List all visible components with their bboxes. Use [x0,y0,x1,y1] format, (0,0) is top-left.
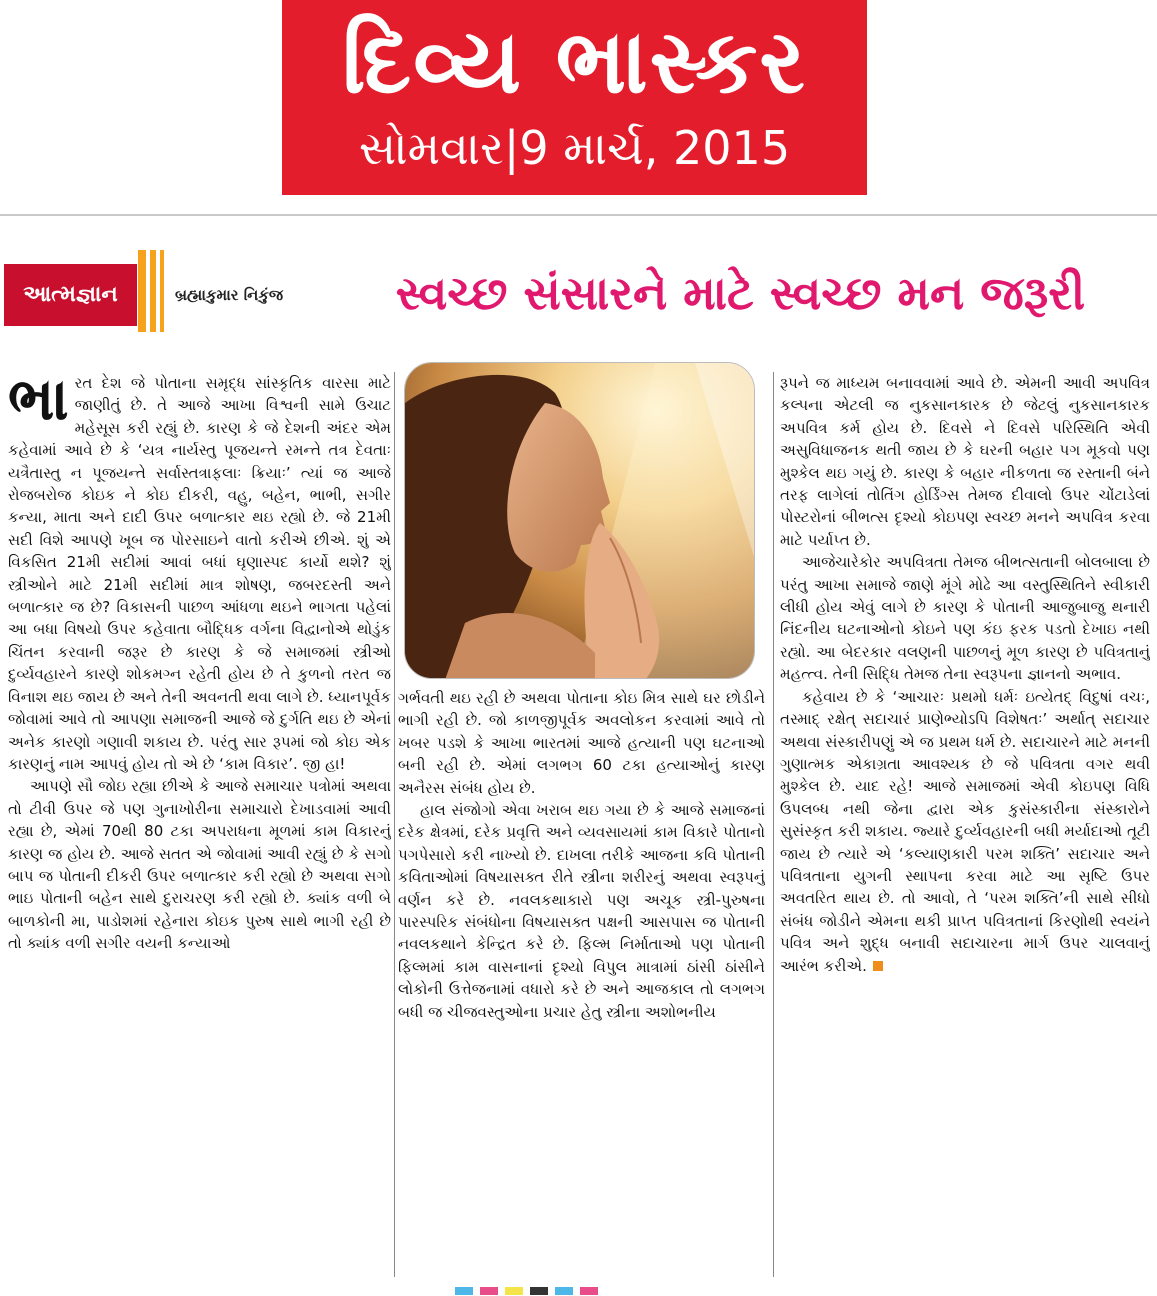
section-accent-bars [138,250,168,332]
end-mark-icon [873,961,883,971]
paragraph [780,686,1150,977]
paragraph: હાલ સંજોગો એવા ખરાબ થઇ ગયા છે કે આજે સમાજનાં દરેક ક્ષેત્રમાં, દરેક પ્રવૃત્તિ અને વ્યવસાયમાં કામ વિકારે પોતાનો પગપેસારો કરી નાખ્યો છે. દાખલા તરીકે આજના કવિ પોતાની કવિતાઓમાં વિષયાસક્ત રીતે સ્ત્રીના શરીરનું અથવા સ્વરૂપનું વર્ણન કરે છે. નવલકથાકારો પણ અચૂક સ્ત્રી-પુરુષના પારસ્પરિક સંબંધોના વિષયાસક્ત પક્ષની આસપાસ જ પોતાની નવલકથાને કેન્દ્રિત કરે છે. ફિલ્મ નિર્માતાઓ પણ પોતાની ફિલ્મમાં કામ વાસનાનાં દૃશ્યો વિપુલ માત્રામાં ઠાંસી ઠાંસીને લોકોની ઉત્તેજનામાં વધારો કરે છે અને આજકાલ તો લગભગ બધી જ ચીજવસ્તુઓના પ્રચાર હેતુ સ્ત્રીના અશોભનીય [398,801,765,1021]
paper-name: દિવ્ય ભાસ્કર [342,10,807,113]
masthead [282,0,867,195]
print-registration-strip [0,1285,1157,1296]
paragraph-text: કહેવાય છે કે ‘આચારઃ પ્રથમો ધર્મઃ ઇત્યેતદ્ વિદુષાં વચઃ, તસ્માદ્ રક્ષેત્ સદાચારં પ્રાણેભ્યોઽપિ વિશેષતઃ’ અર્થાત્ સદાચાર અથવા સંસ્કારીપણું એ જ પ્રથમ ધર્મ છે. સદાચારને માટે મનની ગુણાત્મક એકાગ્રતા આવશ્યક છે જે પવિત્રતા વગર થવી મુશ્કેલ છે. યાદ રહે! આજે સમાજમાં એવી કોઇપણ વિધિ ઉપલબ્ધ નથી જેના દ્વારા એક કુસંસ્કારીના સંસ્કારોને સુસંસ્કૃત કરી શકાય. જ્યારે દુર્વ્યવહારની બધી મર્યાદાઓ તૂટી જાય છે ત્યારે એ ‘કલ્યાણકારી પરમ શક્તિ’ સદાચાર અને પવિત્રતાના યુગની સ્થાપના કરવા માટે આ સૃષ્ટિ ઉપર અવતરિત થાય છે. તો આવો, તે ‘પરમ શક્તિ’ની સાથે સીધો સંબંધ જોડીને એમના થકી પ્રાપ્ત પવિત્રતાનાં કિરણોથી સ્વયંને પવિત્ર અને શુદ્ધ બનાવી સદાચારના માર્ગ ઉપર ચાલવાનું આરંભ કરીએ. [780,687,1150,975]
article-column-3 [780,372,1150,1280]
article-column-2 [398,687,765,1280]
paragraph-text: રત દેશ જે પોતાના સમૃદ્ધ સાંસ્કૃતિક વારસા માટે જાણીતું છે. તે આજે આખા વિશ્વની સામે ઉચાટ મહેસૂસ કરી રહ્યું છે. કારણ કે જે દેશની અંદર એમ કહેવામાં આવે છે કે ‘યત્ર નાર્યસ્તુ પૂજયન્તે રમન્તે તત્ર દેવતાઃ યત્રૈતાસ્તુ ન પૂજયન્તે સર્વાસ્તત્રાફલાઃ ક્રિયાઃ’ ત્યાં જ આજે રોજબરોજ કોઇક ને કોઇ દીકરી, વહુ, બહેન, ભાભી, સગીર કન્યા, માતા અને દાદી ઉપર બળાત્કાર થઇ રહ્યો છે. જે 21મી સદી વિશે આપણે ખૂબ જ પોરસાઇને વાતો કરીએ છીએ. શું એ વિકસિત 21મી સદીમાં આવાં બધાં ઘૃણાસ્પદ કાર્યો થશે? શું સ્ત્રીઓને માટે 21મી સદીમાં માત્ર શોષણ, જબરદસ્તી અને બળાત્કાર જ છે? વિકાસની પાછળ આંધળા થઇને ભાગતા પહેલાં આ બધા વિષયો ઉપર કહેવાતા બૌદ્ધિક વર્ગના વિદ્વાનોએ થોડુંક ચિંતન કરવાની જરૂર છે કારણ કે જે સમાજમાં સ્ત્રીઓ દુર્વ્યવહારને કારણે શોકમગ્ન રહેતી હોય છે તે કુળનો તરત જ વિનાશ થઇ જાય છે અને તેની અવનતી થવા લાગે છે. ધ્યાનપૂર્વક જોવામાં આવે તો આપણા સમાજની આજે જે દુર્ગતિ થઇ છે એનાં અનેક કારણો ગણાવી શકાય છે. પરંતુ સાર રૂપમાં જો કોઇ એક કારણનું નામ આપવું હોય તો એ છે ‘કામ વિકાર’. જી હા! [8,374,391,773]
column-divider-2 [773,372,774,1277]
photo-illustration [405,363,755,679]
issue-date: સોમવાર|9 માર્ચ, 2015 [358,121,791,175]
paragraph [8,372,391,775]
column-divider-1 [394,372,395,1277]
paragraph: આજેચારેકોર અપવિત્રતા તેમજ બીભત્સતાની બોલબાલા છે પરંતુ આખા સમાજે જાણે મૂંગે મોઢે આ વસ્તુસ્થિતિને સ્વીકારી લીધી હોય એવું લાગે છે કારણ કે પોતાની આજુબાજુ થનારી નિંદનીય ઘટનાઓનો કોઇને પણ કંઇ ફરક પડતો દેખાઇ નથી રહ્યો. આ બેદરકાર વલણની પાછળનું મૂળ કારણ છે પવિત્રતાનું મહત્ત્વ. તેની સિદ્ધિ તેમજ તેના સ્વરૂપના જ્ઞાનનો અભાવ. [780,553,1150,684]
drop-cap: ભા [8,372,69,433]
author-byline: બ્રહ્માકુમાર નિકુંજ [175,286,284,304]
top-divider [0,214,1157,216]
section-label: આત્મજ્ઞાન [4,264,137,326]
paragraph: ગર્ભવતી થઇ રહી છે અથવા પોતાના કોઇ મિત્ર સાથે ઘર છોડીને ભાગી રહી છે. જો કાળજીપૂર્વક અવલોકન કરવામાં આવે તો ખબર પડશે કે આખા ભારતમાં આજે હત્યાની પણ ઘટનાઓ બની રહી છે. એમાં લગભગ 60 ટકા હત્યાઓનું કારણ અનૈરસ સંબંધ હોય છે. [398,689,765,797]
paragraph: આપણે સૌ જોઇ રહ્યા છીએ કે આજે સમાચાર પત્રોમાં અથવા તો ટીવી ઉપર જે પણ ગુનાખોરીના સમાચારો દેખાડવામાં આવી રહ્યા છે, એમાં 70થી 80 ટકા અપરાધના મૂળમાં કામ વિકારનું કારણ જ હોય છે. આજે સતત એ જોવામાં આવી રહ્યું છે કે સગો બાપ જ પોતાની દીકરી ઉપર બળાત્કાર કરી રહ્યો છે અથવા સગો ભાઇ પોતાની બહેન સાથે દુરાચરણ કરી રહ્યો છે. ક્યાંક વળી બે બાળકોની મા, પાડોશમાં રહેનારા કોઇક પુરુષ સાથે ભાગી રહી છે તો ક્યાંક વળી સગીર વયની કન્યાઓ [8,777,391,953]
paragraph: રૂપને જ માધ્યમ બનાવવામાં આવે છે. એમની આવી અપવિત્ર કલ્પના એટલી જ નુકસાનકારક છે જેટલું નુકસાનકારક અપવિત્ર કર્મ હોય છે. દિવસે ને દિવસે પરિસ્થિતિ એવી અસુવિધાજનક થતી જાય છે કે ઘરની બહાર પગ મૂકવો પણ મુશ્કેલ થઇ ગયું છે. કારણ કે બહાર નીકળતા જ રસ્તાની બંને તરફ લાગેલાં તોતિંગ હોર્ડિંગ્સ તેમજ દીવાલો ઉપર ચોંટાડેલાં પોસ્ટરોનાં બીભત્સ દૃશ્યો કોઇપણ સ્વચ્છ મનને અપવિત્ર કરવા માટે પર્યાપ્ત છે. [780,374,1150,549]
article-headline: સ્વચ્છ સંસારને માટે સ્વચ્છ મન જરૂરી [395,266,1086,320]
woman-praying-photo [404,362,755,679]
article-column-1 [8,372,391,1280]
